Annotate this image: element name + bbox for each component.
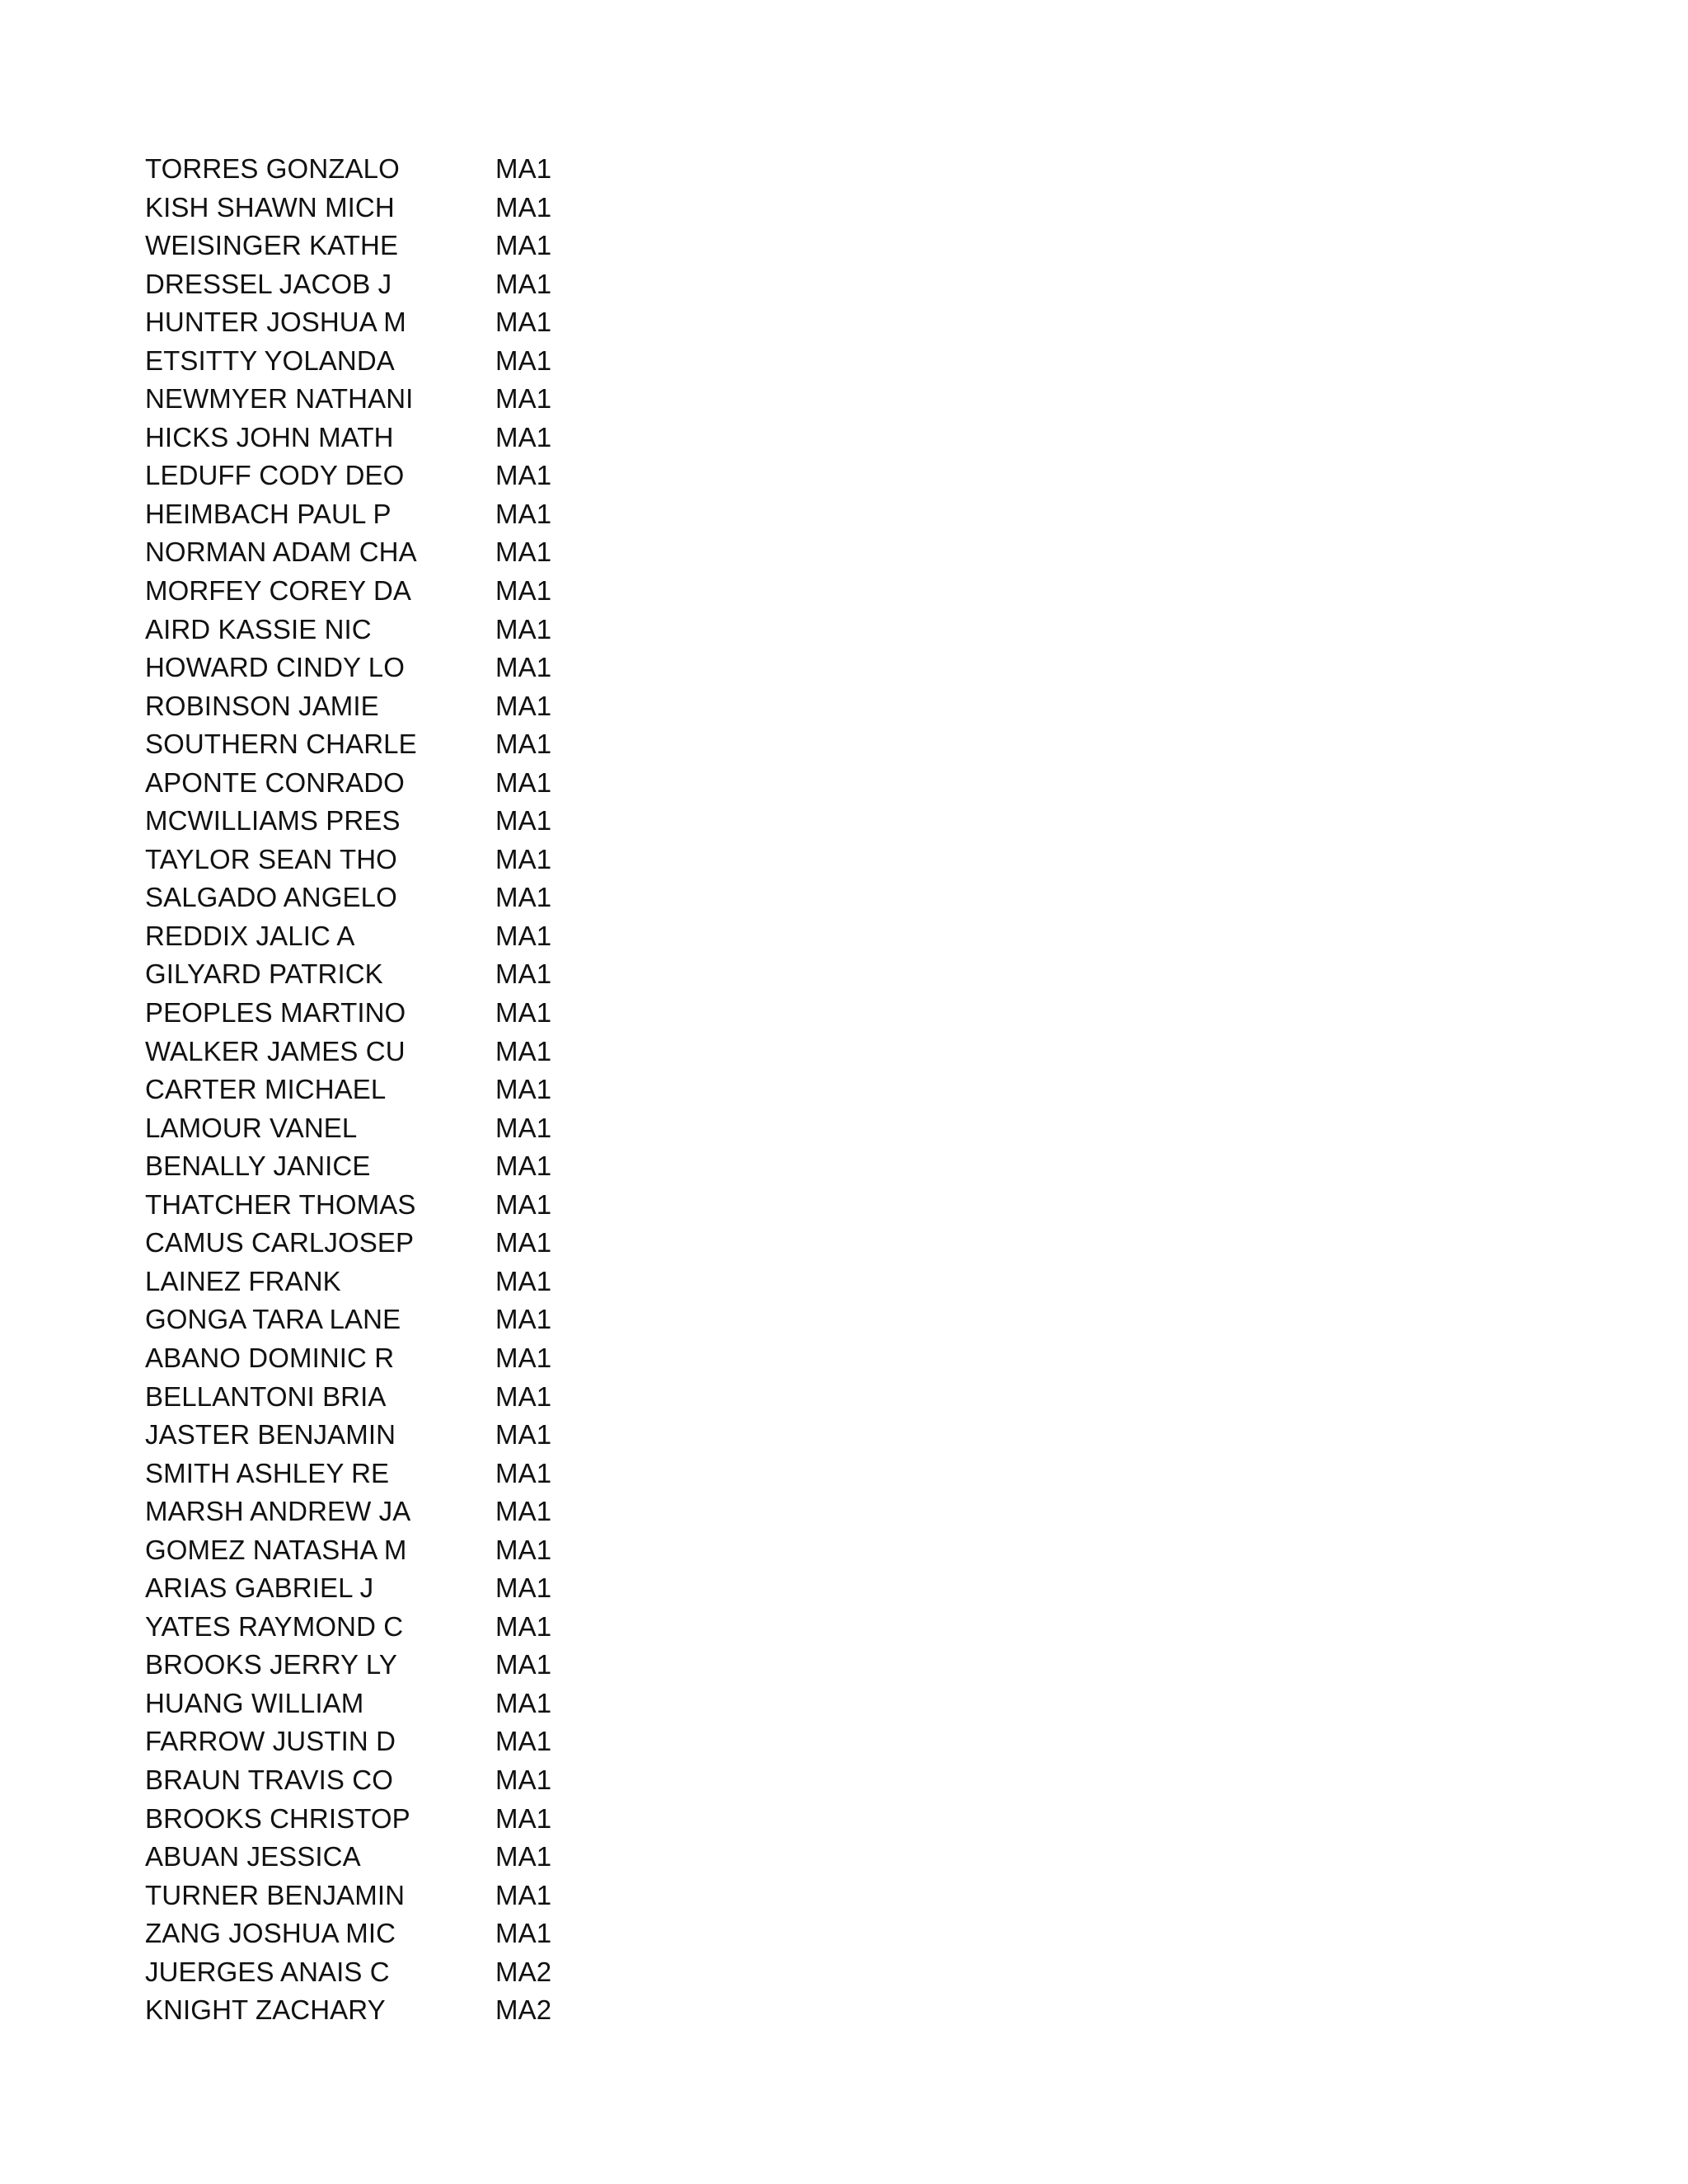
unit-code: MA1 (495, 1035, 552, 1066)
roster-row (145, 457, 640, 495)
person-name: BRAUN TRAVIS CO (145, 1764, 393, 1795)
person-name: REDDIX JALIC A (145, 920, 355, 951)
roster-row (145, 611, 640, 649)
unit-code: MA1 (495, 383, 552, 415)
unit-code: MA1 (495, 1342, 552, 1373)
roster-row (145, 419, 640, 457)
person-name: TURNER BENJAMIN (145, 1879, 406, 1910)
unit-code: MA1 (495, 690, 552, 721)
person-name: HEIMBACH PAUL P (145, 498, 392, 529)
person-name: APONTE CONRADO (145, 766, 405, 798)
roster-row (145, 380, 640, 419)
person-name: SALGADO ANGELO (145, 882, 397, 913)
unit-code: MA1 (495, 191, 552, 223)
roster-row (145, 227, 640, 265)
roster-row (145, 1301, 640, 1339)
person-name: GILYARD PATRICK (145, 958, 383, 990)
roster-row (145, 1915, 640, 1953)
person-name: LEDUFF CODY DEO (145, 460, 405, 491)
roster-row (145, 1147, 640, 1186)
roster-row (145, 1569, 640, 1608)
unit-code: MA1 (495, 1496, 552, 1527)
person-name: PEOPLES MARTINO (145, 997, 406, 1029)
person-name: TAYLOR SEAN THO (145, 843, 397, 874)
unit-code: MA1 (495, 613, 552, 644)
unit-code: MA1 (495, 498, 552, 529)
roster-row (145, 994, 640, 1033)
person-name: ARIAS GABRIEL J (145, 1572, 374, 1604)
unit-code: MA1 (495, 1534, 552, 1565)
person-name: HUANG WILLIAM (145, 1687, 364, 1718)
person-name: ABUAN JESSICA (145, 1841, 361, 1872)
unit-code: MA1 (495, 1918, 552, 1949)
roster-row (145, 533, 640, 572)
roster-row (145, 1800, 640, 1839)
unit-code: MA1 (495, 1188, 552, 1220)
person-name: ROBINSON JAMIE (145, 690, 379, 721)
person-name: HOWARD CINDY LO (145, 652, 406, 683)
roster-row (145, 879, 640, 917)
person-name: MORFEY COREY DA (145, 575, 412, 607)
person-name: LAINEZ FRANK (145, 1265, 341, 1296)
unit-code: MA1 (495, 460, 552, 491)
unit-code: MA1 (495, 729, 552, 760)
unit-code: MA1 (495, 920, 552, 951)
person-name: YATES RAYMOND C (145, 1610, 404, 1642)
roster-row (145, 1953, 640, 1992)
unit-code: MA1 (495, 1074, 552, 1105)
roster-row (145, 1722, 640, 1761)
unit-code: MA1 (495, 1112, 552, 1143)
unit-code: MA1 (495, 230, 552, 261)
roster-row (145, 1646, 640, 1685)
unit-code: MA1 (495, 1764, 552, 1795)
unit-code: MA1 (495, 1726, 552, 1757)
unit-code: MA1 (495, 652, 552, 683)
roster-row (145, 1493, 640, 1531)
unit-code: MA1 (495, 766, 552, 798)
roster-row (145, 572, 640, 611)
roster-row (145, 1378, 640, 1417)
unit-code: MA2 (495, 1956, 552, 1987)
person-name: TORRES GONZALO (145, 153, 400, 184)
unit-code: MA1 (495, 537, 552, 568)
person-name: WEISINGER KATHE (145, 230, 399, 261)
unit-code: MA1 (495, 1572, 552, 1604)
unit-code: MA1 (495, 1419, 552, 1451)
unit-code: MA1 (495, 1265, 552, 1296)
roster-row (145, 1761, 640, 1800)
unit-code: MA2 (495, 1994, 552, 2026)
unit-code: MA1 (495, 268, 552, 299)
roster-row (145, 725, 640, 764)
person-name: BROOKS CHRISTOP (145, 1802, 410, 1834)
roster-row (145, 917, 640, 956)
roster-row (145, 303, 640, 342)
roster-row (145, 841, 640, 879)
roster-row (145, 1877, 640, 1915)
roster-row (145, 1186, 640, 1225)
person-name: CARTER MICHAEL (145, 1074, 387, 1105)
person-name: NEWMYER NATHANI (145, 383, 414, 415)
person-name: KISH SHAWN MICH (145, 191, 395, 223)
roster-row (145, 1339, 640, 1378)
unit-code: MA1 (495, 575, 552, 607)
roster-row (145, 764, 640, 803)
person-name: SOUTHERN CHARLE (145, 729, 417, 760)
roster-row (145, 649, 640, 687)
roster-row (145, 1224, 640, 1263)
unit-code: MA1 (495, 843, 552, 874)
unit-code: MA1 (495, 882, 552, 913)
unit-code: MA1 (495, 307, 552, 338)
unit-code: MA1 (495, 421, 552, 452)
person-name: DRESSEL JACOB J (145, 268, 392, 299)
person-name: GOMEZ NATASHA M (145, 1534, 407, 1565)
roster-row (145, 1608, 640, 1647)
roster-row (145, 1263, 640, 1301)
person-name: BELLANTONI BRIA (145, 1380, 387, 1412)
person-name: BROOKS JERRY LY (145, 1649, 397, 1680)
person-name: AIRD KASSIE NIC (145, 613, 372, 644)
unit-code: MA1 (495, 1649, 552, 1680)
roster-row (145, 802, 640, 841)
roster-row (145, 1531, 640, 1570)
person-name: HUNTER JOSHUA M (145, 307, 406, 338)
roster-row (145, 955, 640, 994)
person-name: KNIGHT ZACHARY (145, 1994, 386, 2026)
person-name: GONGA TARA LANE (145, 1304, 401, 1335)
unit-code: MA1 (495, 1610, 552, 1642)
roster-row (145, 687, 640, 726)
person-name: BENALLY JANICE (145, 1151, 371, 1182)
person-name: JUERGES ANAIS C (145, 1956, 390, 1987)
roster-row (145, 1109, 640, 1148)
person-name: MCWILLIAMS PRES (145, 805, 401, 837)
roster-row (145, 265, 640, 304)
roster-row (145, 1071, 640, 1109)
person-name: FARROW JUSTIN D (145, 1726, 396, 1757)
person-name: SMITH ASHLEY RE (145, 1457, 390, 1488)
roster-row (145, 495, 640, 534)
person-name: CAMUS CARLJOSEP (145, 1227, 415, 1258)
roster-row (145, 342, 640, 381)
person-name: LAMOUR VANEL (145, 1112, 358, 1143)
roster-row (145, 1685, 640, 1723)
roster-row (145, 189, 640, 227)
unit-code: MA1 (495, 958, 552, 990)
roster-row (145, 150, 640, 189)
unit-code: MA1 (495, 1879, 552, 1910)
roster-row (145, 1033, 640, 1071)
unit-code: MA1 (495, 1227, 552, 1258)
unit-code: MA1 (495, 1151, 552, 1182)
unit-code: MA1 (495, 344, 552, 376)
person-name: ABANO DOMINIC R (145, 1342, 395, 1373)
person-name: THATCHER THOMAS (145, 1188, 416, 1220)
unit-code: MA1 (495, 805, 552, 837)
roster-row (145, 1838, 640, 1877)
person-name: WALKER JAMES CU (145, 1035, 406, 1066)
unit-code: MA1 (495, 153, 552, 184)
person-name: HICKS JOHN MATH (145, 421, 394, 452)
roster-row (145, 1416, 640, 1455)
person-name: MARSH ANDREW JA (145, 1496, 411, 1527)
unit-code: MA1 (495, 1457, 552, 1488)
person-name: JASTER BENJAMIN (145, 1419, 396, 1451)
roster-list (145, 150, 640, 2030)
person-name: NORMAN ADAM CHA (145, 537, 417, 568)
unit-code: MA1 (495, 1841, 552, 1872)
unit-code: MA1 (495, 1802, 552, 1834)
unit-code: MA1 (495, 1380, 552, 1412)
unit-code: MA1 (495, 997, 552, 1029)
roster-row (145, 1991, 640, 2030)
person-name: ETSITTY YOLANDA (145, 344, 395, 376)
unit-code: MA1 (495, 1304, 552, 1335)
roster-row (145, 1455, 640, 1493)
unit-code: MA1 (495, 1687, 552, 1718)
person-name: ZANG JOSHUA MIC (145, 1918, 396, 1949)
